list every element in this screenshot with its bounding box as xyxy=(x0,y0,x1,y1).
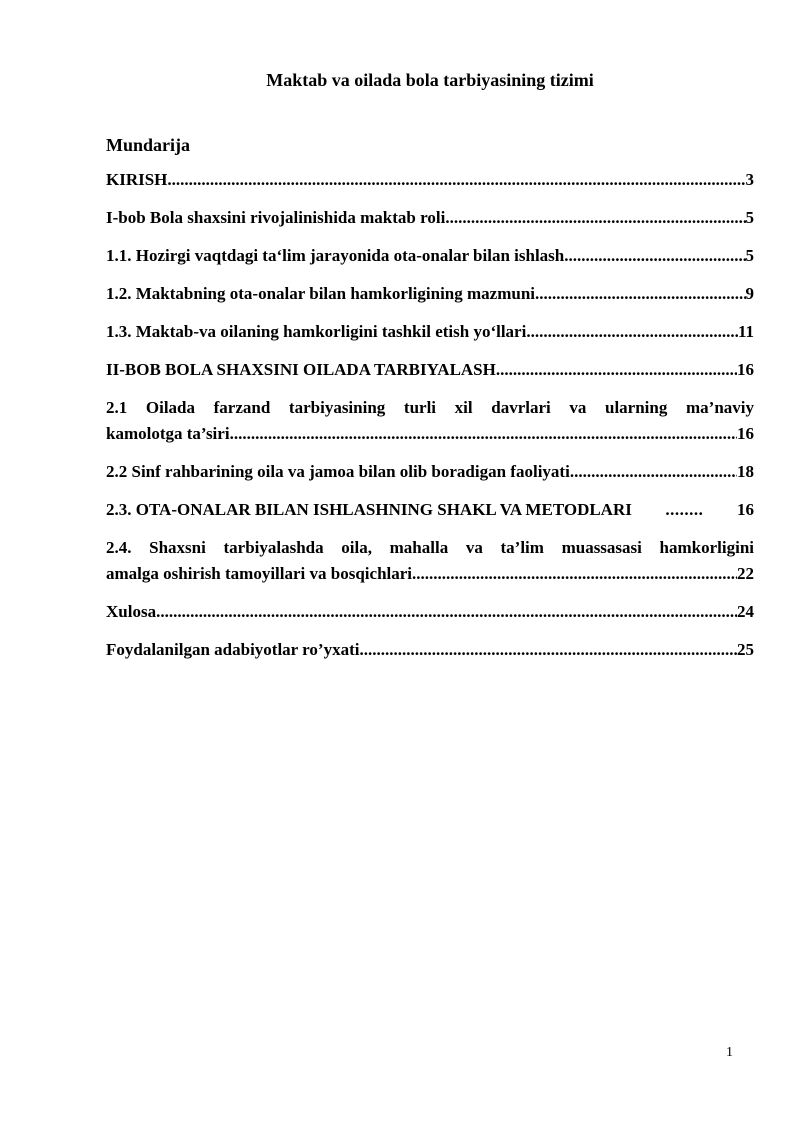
toc-entry-1-3[interactable] xyxy=(106,319,754,345)
table-of-contents xyxy=(106,167,754,675)
toc-entry-page: 25 xyxy=(737,640,754,659)
dot-leader xyxy=(535,281,745,307)
toc-entry-page: 3 xyxy=(745,170,754,189)
toc-entry-title: KIRISH xyxy=(106,170,168,189)
toc-entry-chapter-2[interactable] xyxy=(106,357,754,383)
toc-entry-title-line-1: 2.1 Oilada farzand tarbiyasining turli xil davrlari va ularning ma’naviy xyxy=(106,398,754,417)
toc-entry-kirish[interactable] xyxy=(106,167,754,193)
toc-entry-title-line-1: 2.4. Shaxsni tarbiyalashda oila, mahalla va ta’lim muassasasi hamkorligini xyxy=(106,538,754,557)
toc-entry-title: 2.3. OTA-ONALAR BILAN ISHLASHNING SHAKL VA METODLARI xyxy=(106,500,632,519)
dot-leader xyxy=(496,357,737,383)
toc-entry-chapter-1[interactable] xyxy=(106,205,754,231)
toc-entry-page: 5 xyxy=(745,246,754,265)
toc-entry-page: 22 xyxy=(737,564,754,583)
toc-entry-page: 5 xyxy=(745,208,754,227)
dot-leader xyxy=(230,421,737,447)
toc-entry-2-4[interactable] xyxy=(106,535,754,587)
dot-leader: ........ xyxy=(665,500,704,519)
dot-leader xyxy=(445,205,745,231)
dot-leader xyxy=(156,599,737,625)
toc-entry-page: 16 xyxy=(737,424,754,443)
toc-entry-title: amalga oshirish tamoyillari va bosqichlari xyxy=(106,564,413,583)
toc-entry-page: 16 xyxy=(737,360,754,379)
toc-entry-title: Xulosa xyxy=(106,602,157,621)
page-number: 1 xyxy=(726,1045,733,1060)
dot-leader xyxy=(359,637,737,663)
toc-entry-title: I-bob Bola shaxsini rivojalinishida maktab roli xyxy=(106,208,446,227)
toc-entry-1-2[interactable] xyxy=(106,281,754,307)
dot-leader xyxy=(564,243,745,269)
toc-entry-1-1[interactable] xyxy=(106,243,754,269)
toc-entry-2-3[interactable] xyxy=(106,497,754,523)
toc-entry-page: 9 xyxy=(745,284,754,303)
toc-entry-title: 1.3. Maktab-va oilaning hamkorligini tashkil etish yo‘llari xyxy=(106,322,527,341)
dot-leader xyxy=(526,319,738,345)
toc-entry-title: II-BOB BOLA SHAXSINI OILADA TARBIYALASH xyxy=(106,360,496,379)
toc-entry-references[interactable] xyxy=(106,637,754,663)
toc-entry-title: kamolotga ta’siri xyxy=(106,424,230,443)
dot-leader xyxy=(167,167,745,193)
toc-entry-title: 2.2 Sinf rahbarining oila va jamoa bilan olib boradigan faoliyati xyxy=(106,462,570,481)
toc-entry-page: 16 xyxy=(736,500,754,519)
toc-entry-2-2[interactable] xyxy=(106,459,754,485)
toc-heading: Mundarija xyxy=(106,135,191,155)
dot-leader xyxy=(412,561,737,587)
document-title: Maktab va oilada bola tarbiyasining tizimi xyxy=(266,70,594,90)
toc-entry-title: 1.1. Hozirgi vaqtdagi ta‘lim jarayonida ota-onalar bilan ishlash xyxy=(106,246,565,265)
toc-entry-page: 24 xyxy=(737,602,754,621)
toc-entry-title: 1.2. Maktabning ota-onalar bilan hamkorligining mazmuni xyxy=(106,284,536,303)
toc-entry-xulosa[interactable] xyxy=(106,599,754,625)
toc-entry-page: 11 xyxy=(737,322,754,341)
toc-entry-2-1[interactable] xyxy=(106,395,754,447)
dot-leader xyxy=(570,459,737,485)
toc-entry-page: 18 xyxy=(737,462,754,481)
toc-entry-title: Foydalanilgan adabiyotlar ro’yxati xyxy=(106,640,360,659)
